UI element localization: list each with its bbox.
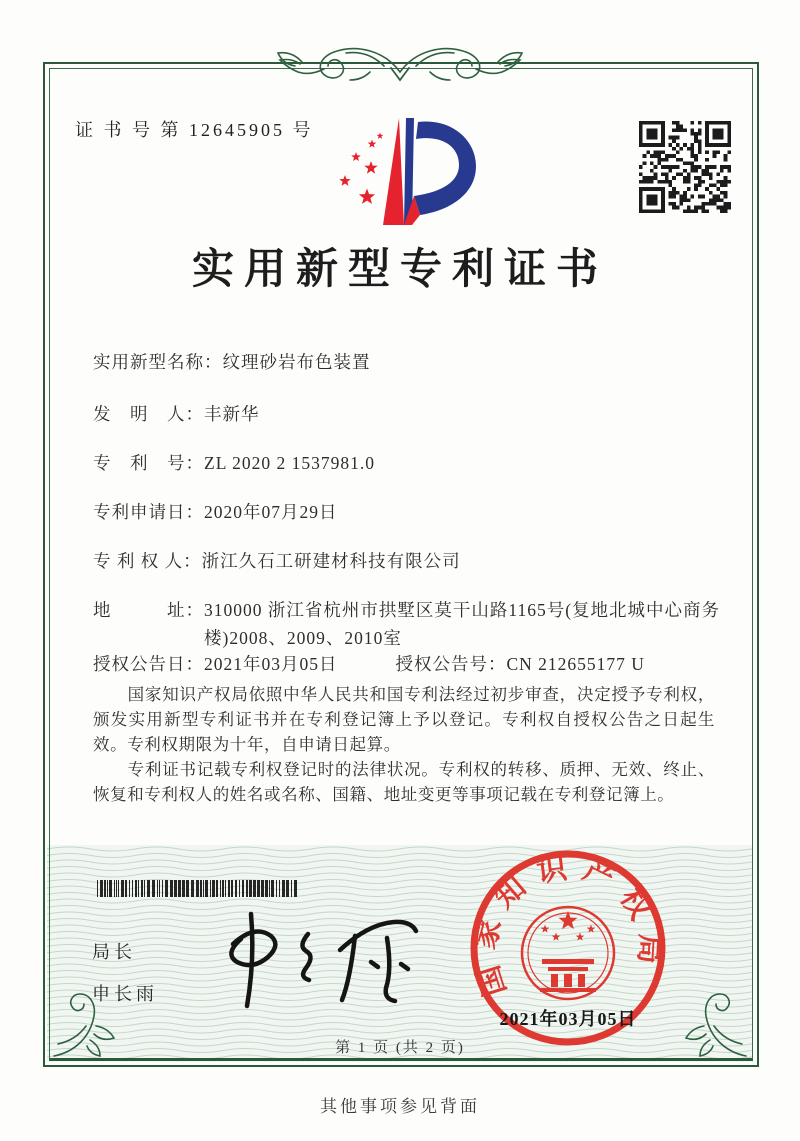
footer-note: 其他事项参见背面 [320, 1097, 480, 1116]
legal-paragraph-1: 国家知识产权局依照中华人民共和国专利法经过初步审查，决定授予专利权，颁发实用新型专利证书并在专利登记簿上予以登记。专利权自授权公告之日起生效。专利权期限为十年，自申请日起算。 [93, 685, 715, 754]
field-label: 专 利 号： [93, 453, 204, 473]
field-label: 地 址： [93, 600, 204, 620]
field-patentee [93, 547, 733, 575]
field-label: 发 明 人： [93, 404, 204, 424]
field-patent-number [93, 449, 733, 477]
seal-text: 国家知识产权局 [467, 850, 668, 1001]
field-value: 2020年07月29日 [204, 502, 338, 522]
legal-paragraph-2: 专利证书记载专利权登记时的法律状况。专利权的转移、质押、无效、终止、恢复和专利权人的姓名或名称、国籍、地址变更等事项记载在专利登记簿上。 [93, 760, 715, 804]
certificate-title: 实用新型专利证书 [191, 247, 608, 293]
barcode-icon [97, 880, 302, 897]
field-value: 310000 浙江省杭州市拱墅区莫干山路1165号(复地北城中心商务楼)2008、2009、2010室 [204, 600, 721, 648]
field-value: 纹理砂岩布色装置 [222, 352, 371, 372]
field-filing-date [93, 498, 733, 526]
field-label: 实用新型名称： [93, 352, 223, 372]
field-inventor [93, 400, 733, 428]
page-number: 第 1 页 (共 2 页) [335, 1040, 465, 1056]
grant-date-value: 2021年03月05日 [204, 654, 338, 674]
field-grant-announcement [93, 650, 733, 678]
field-value: ZL 2020 2 1537981.0 [204, 453, 375, 473]
grant-date-label: 授权公告日： [93, 654, 204, 674]
field-label: 专利申请日： [93, 502, 204, 522]
top-ornament-icon [270, 42, 530, 88]
certificate-number: 证 书 号 第 12645905 号 [75, 120, 314, 140]
grant-no-value: CN 212655177 U [506, 654, 645, 674]
field-value: 浙江久石工研建材科技有限公司 [201, 551, 461, 571]
field-address [93, 596, 733, 652]
commissioner-block [92, 938, 158, 1022]
field-value: 丰新华 [204, 404, 260, 424]
seal-date: 2021年03月05日 [499, 1009, 637, 1029]
cnipa-logo-icon [322, 104, 482, 234]
field-label: 专 利 权 人： [93, 551, 202, 571]
grant-no-label: 授权公告号： [395, 654, 507, 674]
qr-code-icon [639, 121, 731, 213]
commissioner-label: 局长 [92, 942, 136, 962]
field-utility-model-name [93, 348, 733, 376]
commissioner-name: 申长雨 [92, 984, 158, 1004]
commissioner-signature [205, 900, 435, 1020]
